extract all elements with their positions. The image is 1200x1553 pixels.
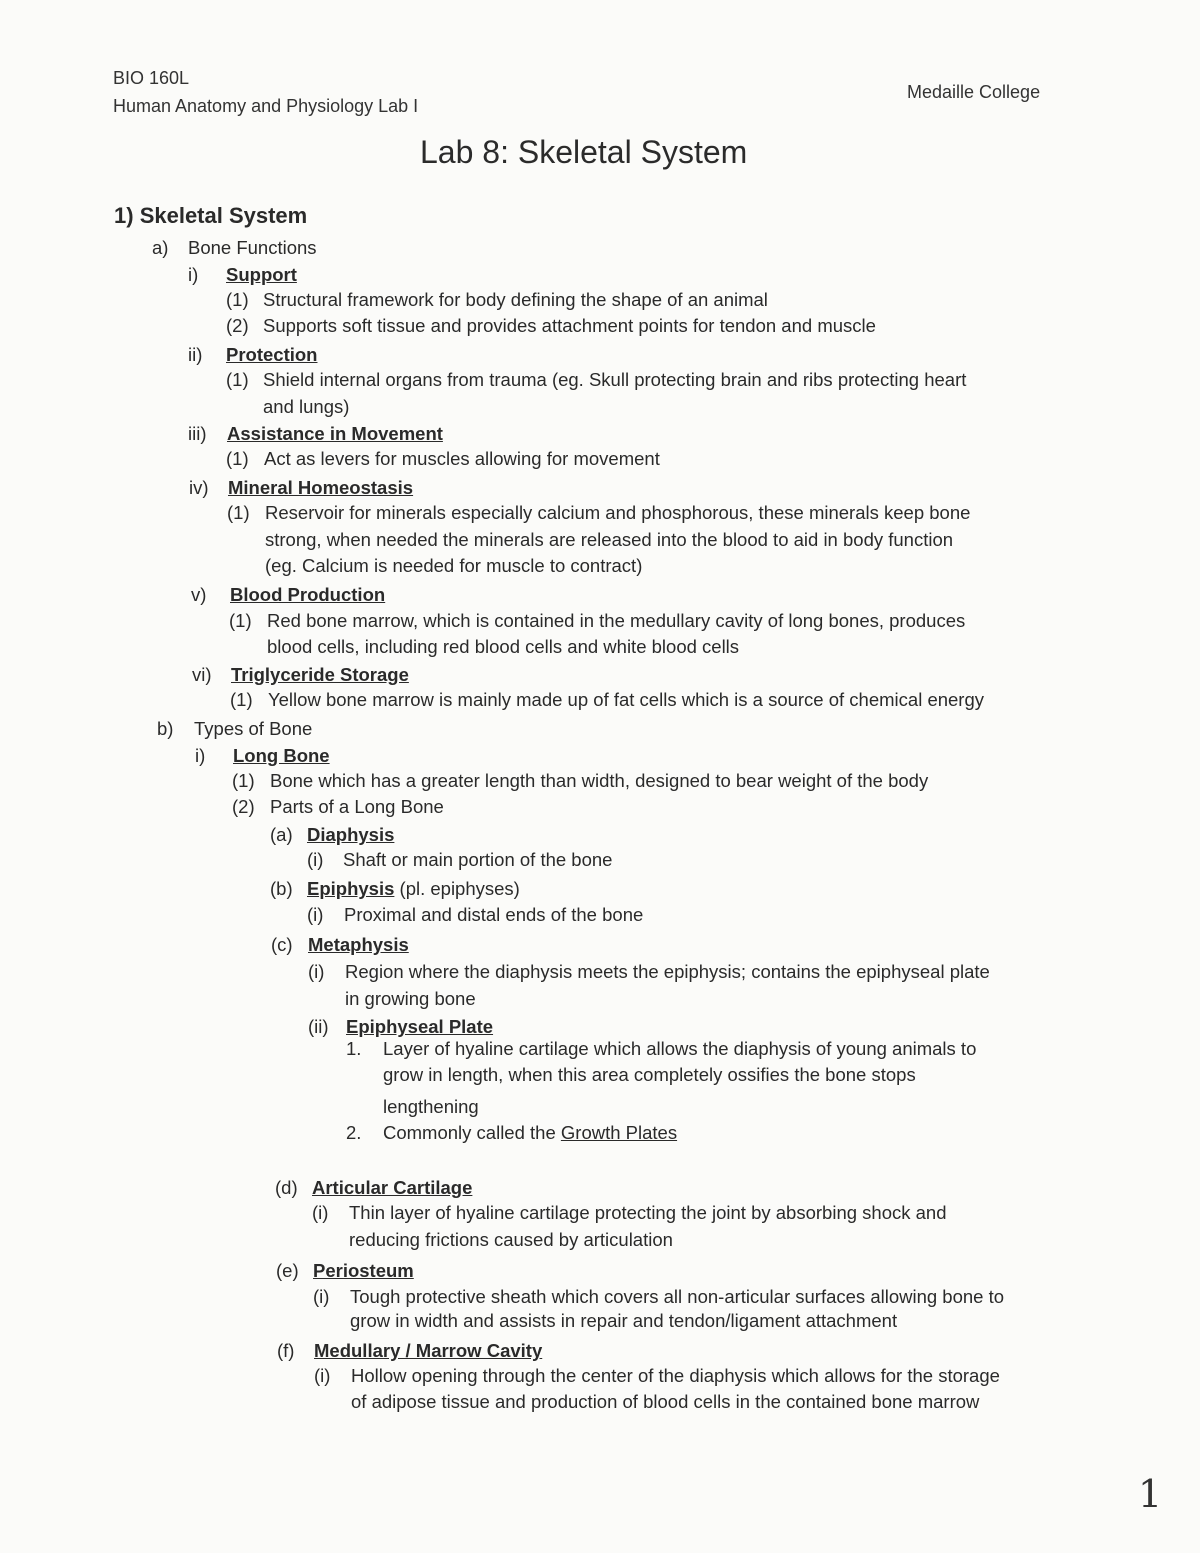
outline-item bbox=[232, 794, 444, 820]
outline-item bbox=[227, 500, 970, 526]
item-text: Reservoir for minerals especially calcium and phosphorous, these minerals keep bone bbox=[265, 502, 971, 523]
item-text-continued: strong, when needed the minerals are released into the blood to aid in body function bbox=[265, 529, 954, 550]
item-number: vi) bbox=[192, 664, 212, 685]
page-title: Lab 8: Skeletal System bbox=[420, 134, 748, 170]
item-text: Parts of a Long Bone bbox=[270, 796, 444, 817]
item-number: 1. bbox=[346, 1038, 362, 1059]
item-number: (1) bbox=[230, 689, 253, 710]
item-number: (i) bbox=[312, 1202, 329, 1223]
item-number: (1) bbox=[227, 502, 250, 523]
item-text: Bone Functions bbox=[188, 237, 317, 258]
item-text: Proximal and distal ends of the bone bbox=[344, 904, 644, 925]
item-text: Yellow bone marrow is mainly made up of fat cells which is a source of chemical energy bbox=[268, 689, 985, 710]
item-heading: Medullary / Marrow Cavity bbox=[314, 1340, 543, 1361]
item-text: Shaft or main portion of the bone bbox=[343, 849, 613, 870]
item-heading: Mineral Homeostasis bbox=[228, 477, 414, 498]
outline-item bbox=[226, 313, 876, 339]
page-number: 1 bbox=[1138, 1472, 1163, 1516]
item-text-continued: grow in length, when this area completely ossifies the bone stops bbox=[383, 1064, 916, 1085]
item-heading: Diaphysis bbox=[307, 824, 395, 845]
outline-item bbox=[226, 367, 966, 393]
outline-item bbox=[276, 1258, 414, 1284]
course-name: Human Anatomy and Physiology Lab I bbox=[113, 96, 419, 116]
item-number: (i) bbox=[308, 961, 325, 982]
item-number: (1) bbox=[232, 770, 255, 791]
section-title: Skeletal System bbox=[139, 203, 308, 228]
item-number: b) bbox=[157, 718, 174, 739]
outline-item bbox=[313, 1284, 1004, 1310]
outline-item bbox=[226, 446, 660, 472]
item-text: Region where the diaphysis meets the epiphysis; contains the epiphyseal plate bbox=[345, 961, 990, 982]
item-number: (ii) bbox=[308, 1016, 329, 1037]
item-number: (d) bbox=[275, 1177, 298, 1198]
outline-item bbox=[312, 1200, 947, 1226]
item-heading: Blood Production bbox=[230, 584, 386, 605]
outline-item bbox=[270, 822, 394, 848]
item-number: 2. bbox=[346, 1122, 362, 1143]
outline-item bbox=[191, 582, 385, 608]
item-heading: Periosteum bbox=[313, 1260, 414, 1281]
outline-item bbox=[229, 608, 965, 634]
outline-item bbox=[346, 1036, 976, 1062]
item-heading: Protection bbox=[226, 344, 318, 365]
item-text-continued: reducing frictions caused by articulation bbox=[349, 1229, 673, 1250]
item-number: iv) bbox=[189, 477, 209, 498]
item-number: (c) bbox=[271, 934, 293, 955]
section-heading bbox=[114, 203, 307, 229]
item-text: Shield internal organs from trauma (eg. Skull protecting brain and ribs protecting heart bbox=[263, 369, 967, 390]
item-number: v) bbox=[191, 584, 207, 605]
outline-item bbox=[270, 876, 520, 902]
item-text: Thin layer of hyaline cartilage protecting the joint by absorbing shock and bbox=[349, 1202, 947, 1223]
outline-item bbox=[307, 847, 612, 873]
outline-item bbox=[152, 235, 317, 261]
item-number: (1) bbox=[229, 610, 252, 631]
item-number: (a) bbox=[270, 824, 293, 845]
item-heading: Articular Cartilage bbox=[312, 1177, 473, 1198]
outline-item bbox=[314, 1363, 1000, 1389]
item-number: (1) bbox=[226, 448, 249, 469]
outline-item bbox=[157, 716, 312, 742]
item-text: Structural framework for body defining the shape of an animal bbox=[263, 289, 768, 310]
college-name: Medaille College bbox=[907, 82, 1041, 102]
item-text: Red bone marrow, which is contained in the medullary cavity of long bones, produces bbox=[267, 610, 966, 631]
item-number: (1) bbox=[226, 369, 249, 390]
item-number: (i) bbox=[307, 849, 324, 870]
item-heading: Metaphysis bbox=[308, 934, 409, 955]
item-text-continued: in growing bone bbox=[345, 988, 476, 1009]
item-number: (i) bbox=[313, 1286, 330, 1307]
item-text: Act as levers for muscles allowing for movement bbox=[264, 448, 660, 469]
item-heading: Long Bone bbox=[233, 745, 330, 766]
outline-item bbox=[189, 475, 413, 501]
outline-item bbox=[195, 743, 330, 769]
course-header bbox=[113, 64, 418, 120]
item-text: (pl. epiphyses) bbox=[394, 878, 520, 899]
outline-item bbox=[188, 421, 443, 447]
item-text: Commonly called the bbox=[383, 1122, 561, 1143]
item-number: (2) bbox=[226, 315, 249, 336]
item-number: (i) bbox=[307, 904, 324, 925]
item-number: (2) bbox=[232, 796, 255, 817]
item-text: Layer of hyaline cartilage which allows the diaphysis of young animals to bbox=[383, 1038, 977, 1059]
item-number: (f) bbox=[277, 1340, 295, 1361]
item-heading: Epiphysis bbox=[307, 878, 395, 899]
item-text: Tough protective sheath which covers all non-articular surfaces allowing bone to bbox=[350, 1286, 1005, 1307]
item-number: a) bbox=[152, 237, 169, 258]
item-text: Types of Bone bbox=[194, 718, 313, 739]
outline-item bbox=[226, 287, 768, 313]
item-number: (b) bbox=[270, 878, 293, 899]
item-text-continued: and lungs) bbox=[263, 396, 350, 417]
item-text: Hollow opening through the center of the diaphysis which allows for the storage bbox=[351, 1365, 1000, 1386]
course-code: BIO 160L bbox=[113, 68, 190, 88]
item-heading: Triglyceride Storage bbox=[231, 664, 409, 685]
outline-item bbox=[188, 262, 297, 288]
item-number: ii) bbox=[188, 344, 203, 365]
outline-item bbox=[230, 687, 984, 713]
item-number: (e) bbox=[276, 1260, 299, 1281]
outline-item bbox=[232, 768, 928, 794]
item-text-continued: of adipose tissue and production of blood cells in the contained bone marrow bbox=[351, 1391, 980, 1412]
outline-item bbox=[307, 902, 643, 928]
item-heading: Epiphyseal Plate bbox=[346, 1016, 494, 1037]
outline-item bbox=[346, 1120, 677, 1146]
outline-item bbox=[277, 1338, 542, 1364]
item-emphasis: Growth Plates bbox=[560, 1122, 678, 1143]
section-number: 1) bbox=[114, 203, 134, 228]
item-text-continued: (eg. Calcium is needed for muscle to contract) bbox=[265, 555, 643, 576]
outline-item bbox=[308, 959, 990, 985]
item-number: (1) bbox=[226, 289, 249, 310]
item-text: Bone which has a greater length than width, designed to bear weight of the body bbox=[270, 770, 929, 791]
item-text: Supports soft tissue and provides attachment points for tendon and muscle bbox=[263, 315, 876, 336]
outline-item bbox=[188, 342, 317, 368]
outline-item bbox=[192, 662, 409, 688]
item-number: iii) bbox=[188, 423, 207, 444]
item-text-continued: grow in width and assists in repair and tendon/ligament attachment bbox=[350, 1310, 898, 1331]
item-number: i) bbox=[195, 745, 206, 766]
outline-item bbox=[271, 932, 409, 958]
item-text-continued: lengthening bbox=[383, 1096, 479, 1117]
item-text-continued: blood cells, including red blood cells and white blood cells bbox=[267, 636, 740, 657]
item-number: i) bbox=[188, 264, 199, 285]
item-heading: Assistance in Movement bbox=[227, 423, 443, 444]
item-number: (i) bbox=[314, 1365, 331, 1386]
item-heading: Support bbox=[226, 264, 297, 285]
outline-item bbox=[275, 1175, 472, 1201]
